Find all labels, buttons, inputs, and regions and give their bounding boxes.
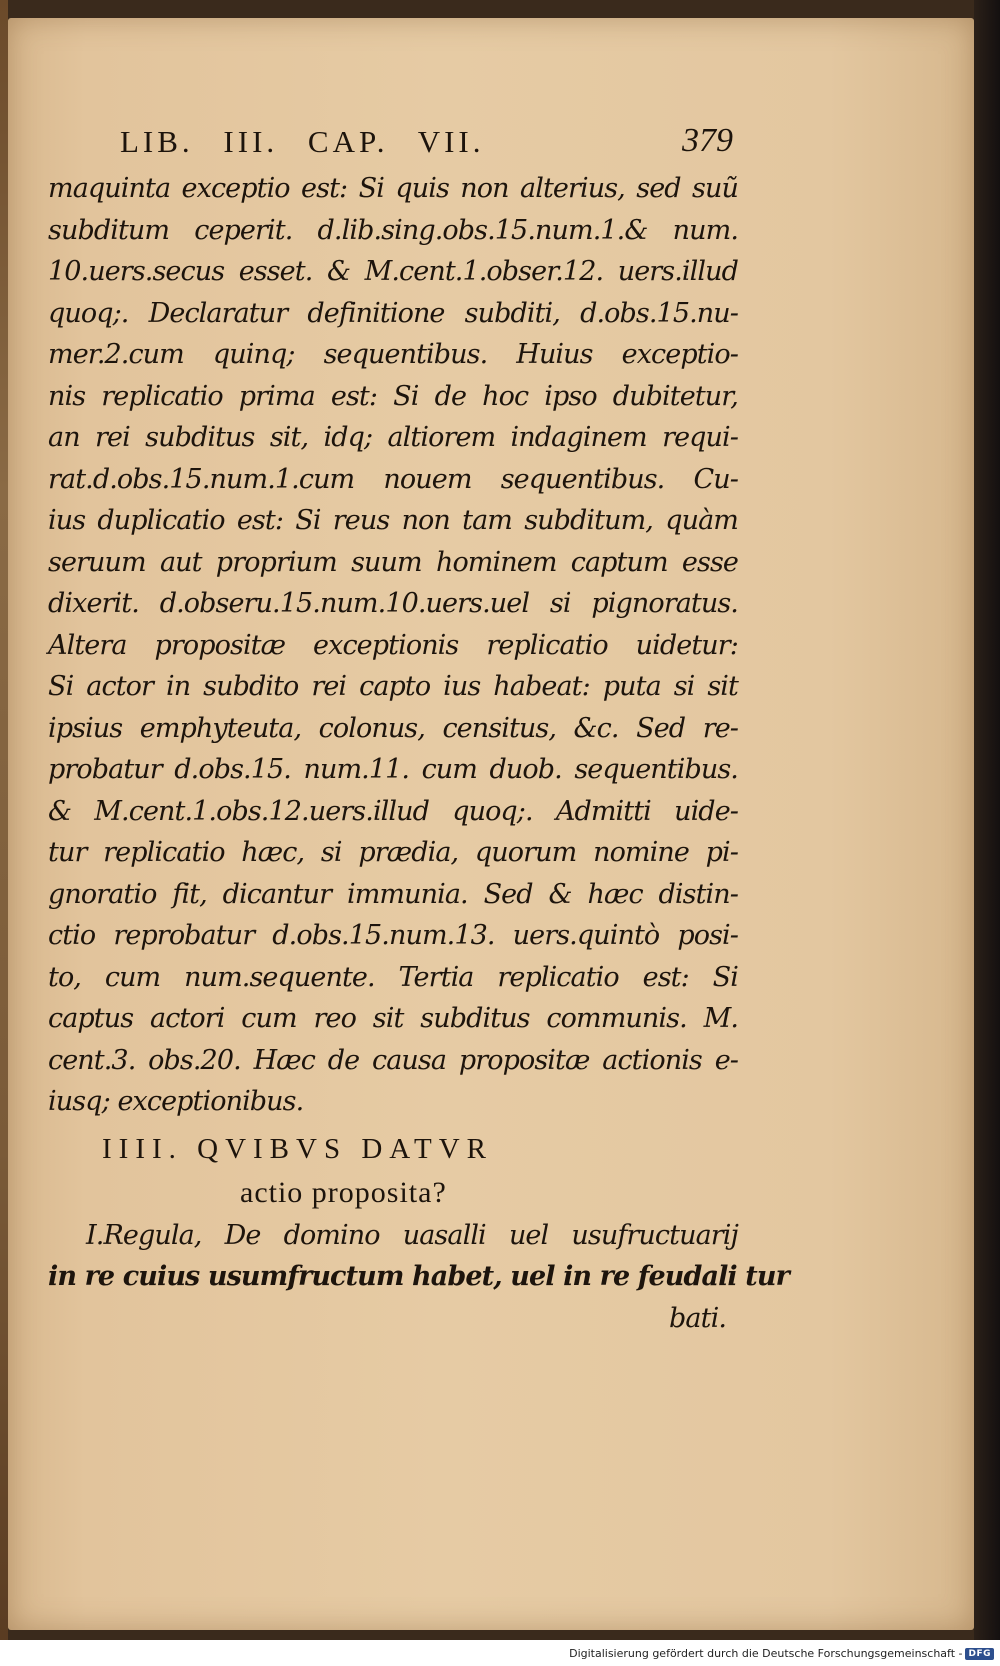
section-heading-continuation: actio proposita?	[240, 1175, 447, 1209]
text-line: Si actor in subdito rei capto ius habeat: puta si sit	[48, 671, 738, 702]
text-line: probatur d.obs.15. num.11. cum duob. sequentibus.	[48, 754, 738, 785]
text-line: nis replicatio prima est: Si de hoc ipso dubitetur,	[48, 380, 738, 412]
text-line: Altera propositæ exceptionis replicatio uidetur:	[48, 629, 738, 661]
text-line: 10.uers.secus esset. & M.cent.1.obser.12. uers.illud	[48, 256, 738, 287]
running-head-title: LIB. III. CAP. VII.	[120, 124, 485, 159]
text-line: iusq; exceptionibus.	[48, 1086, 304, 1117]
text-line: I.Regula, De domino uasalli uel usufructuarij	[86, 1219, 738, 1251]
text-line: an rei subditus sit, idq; altiorem indaginem requi-	[48, 422, 738, 453]
text-line: maquinta exceptio est: Si quis non alterius, sed suũ	[48, 173, 738, 204]
text-line: dixerit. d.obseru.15.num.10.uers.uel si pignoratus.	[48, 588, 738, 619]
text-line: ipsius emphyteuta, colonus, censitus, &c. Sed re-	[48, 712, 738, 744]
dfg-logo: DFG	[965, 1648, 994, 1660]
text-line: cent.3. obs.20. Hæc de causa propositæ actionis e-	[48, 1044, 738, 1076]
credit-text: Digitalisierung gefördert durch die Deutsche Forschungsgemeinschaft -	[569, 1647, 963, 1660]
running-head	[48, 118, 738, 168]
text-line: ctio reprobatur d.obs.15.num.13. uers.quintò posi-	[48, 920, 738, 951]
book-edge-right	[974, 0, 1000, 1640]
text-line: gnoratio fit, dicantur immunia. Sed & hæc distin-	[48, 878, 738, 910]
text-line: quoq;. Declaratur definitione subditi, d.obs.15.nu-	[48, 297, 738, 329]
page-number: 379	[682, 122, 733, 159]
text-line: seruum aut proprium suum hominem captum esse	[48, 546, 738, 578]
section-heading: IIII. QVIBVS DATVR	[102, 1132, 494, 1165]
text-line: rat.d.obs.15.num.1.cum nouem sequentibus. Cu-	[48, 463, 738, 495]
book-edge-left	[0, 0, 8, 1640]
text-line: & M.cent.1.obs.12.uers.illud quoq;. Admitti uide-	[48, 795, 738, 827]
catchword: bati.	[669, 1302, 726, 1334]
text-line: captus actori cum reo sit subditus communis. M.	[48, 1003, 738, 1034]
text-line: subditum ceperit. d.lib.sing.obs.15.num.1.& num.	[48, 214, 738, 246]
body-text	[48, 168, 738, 1123]
text-line: mer.2.cum quinq; sequentibus. Huius exceptio-	[48, 339, 738, 370]
page-text-block	[48, 118, 789, 1339]
text-line: in re cuius usumfructum habet, uel in re feudali tur	[48, 1261, 789, 1292]
text-line: tur replicatio hæc, si prædia, quorum nomine pi-	[48, 837, 738, 868]
text-line: to, cum num.sequente. Tertia replicatio est: Si	[48, 961, 738, 993]
section-text	[48, 1215, 789, 1340]
text-line: ius duplicatio est: Si reus non tam subditum, quàm	[48, 505, 738, 536]
digitization-credit	[569, 1647, 994, 1660]
